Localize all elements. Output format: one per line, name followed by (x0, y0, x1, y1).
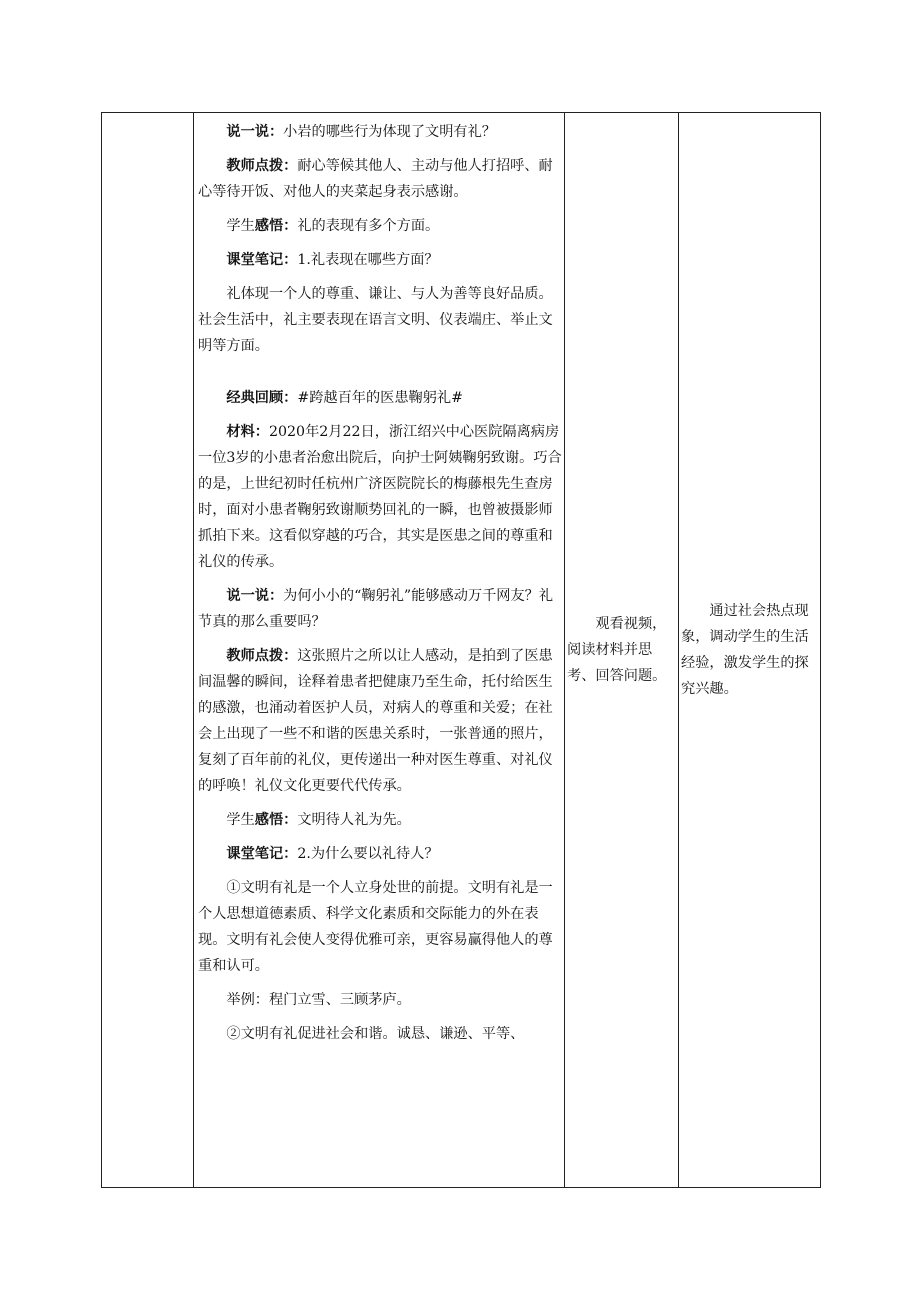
label-material: 材料： (226, 424, 269, 440)
empty-cell (102, 113, 194, 1188)
table-row (102, 113, 821, 1188)
text: 礼的表现有多个方面。 (297, 218, 440, 234)
student-activity-text: 观看视频，阅读材料并思考、回答问题。 (567, 616, 667, 684)
label-class-notes: 课堂笔记： (226, 252, 298, 268)
student-activity-cell (565, 113, 679, 1188)
text: 小岩的哪些行为体现了文明有礼？ (283, 124, 496, 140)
paragraph-student-insight-2 (198, 807, 562, 833)
label-teacher-hint: 教师点拨： (226, 648, 298, 664)
paragraph-student-insight-1 (198, 213, 562, 239)
paragraph-notes-body-2: ①文明有礼是一个人立身处世的前提。文明有礼是一个人思想道德素质、科学文化素质和交际能力的外在表现。文明有礼会使人变得优雅可亲，更容易赢得他人的尊重和认可。 (198, 880, 553, 974)
paragraph-notes-body-3: ②文明有礼促进社会和谐。诚恳、谦逊、平等、 (226, 1026, 525, 1042)
text: 为何小小的“鞠躬礼”能够感动万千网友？礼节真的那么重要吗？ (198, 588, 554, 630)
label-discuss: 说一说： (226, 588, 284, 604)
paragraph-class-notes-1 (198, 247, 562, 273)
text: 这张照片之所以让人感动，是拍到了医患间温馨的瞬间，诠释着患者把健康乃至生命，托付给医生的感激，也涌动着医护人员，对病人的尊重和关爱；在社会上出现了一些不和谐的医患关系时，一张普通的照片，复刻了百年前的礼仪，更传递出一种对医生尊重、对礼仪的呼唤！礼仪文化更要代代传承。 (198, 648, 553, 794)
paragraph-material (198, 419, 562, 575)
teaching-process-cell (194, 113, 565, 1188)
text: 1.礼表现在哪些方面？ (297, 252, 439, 268)
prefix: 学生 (226, 812, 255, 828)
text: 文明待人礼为先。 (297, 812, 411, 828)
label-insight: 感悟： (254, 812, 298, 828)
label-insight: 感悟： (254, 218, 298, 234)
text: 2020年2月22日，浙江绍兴中心医院隔离病房一位3岁的小患者治愈出院后，向护士阿姨鞠躬致谢。巧合的是，上世纪初时任杭州广济医院院长的梅藤根先生查房时，面对小患者鞠躬致谢顺势回礼的一瞬，也曾被摄影师抓拍下来。这看似穿越的巧合，其实是医患之间的尊重和礼仪的传承。 (198, 424, 562, 570)
paragraph-notes-body-1: 礼体现一个人的尊重、谦让、与人为善等良好品质。社会生活中，礼主要表现在语言文明、仪表端庄、举止文明等方面。 (198, 286, 553, 354)
label-discuss: 说一说： (226, 124, 284, 140)
text: #跨越百年的医患鞠躬礼# (297, 390, 463, 406)
text: 耐心等候其他人、主动与他人打招呼、耐心等待开饭、对他人的夹菜起身表示感谢。 (198, 158, 553, 200)
lesson-plan-table (101, 112, 821, 1188)
label-classic-review: 经典回顾： (226, 390, 298, 406)
label-class-notes: 课堂笔记： (226, 846, 298, 862)
design-intent-cell (679, 113, 821, 1188)
label-teacher-hint: 教师点拨： (226, 158, 298, 174)
design-intent-text: 通过社会热点现象，调动学生的生活经验，激发学生的探究兴趣。 (681, 603, 809, 697)
prefix: 学生 (226, 218, 255, 234)
paragraph-example: 举例：程门立雪、三顾茅庐。 (226, 992, 411, 1008)
paragraph-teacher-hint-1 (198, 153, 562, 205)
paragraph-discuss-1 (198, 119, 562, 145)
paragraph-teacher-hint-2 (198, 643, 562, 799)
paragraph-classic-review (198, 385, 562, 411)
paragraph-class-notes-2 (198, 841, 562, 867)
text: 2.为什么要以礼待人？ (297, 846, 439, 862)
paragraph-discuss-2 (198, 583, 562, 635)
